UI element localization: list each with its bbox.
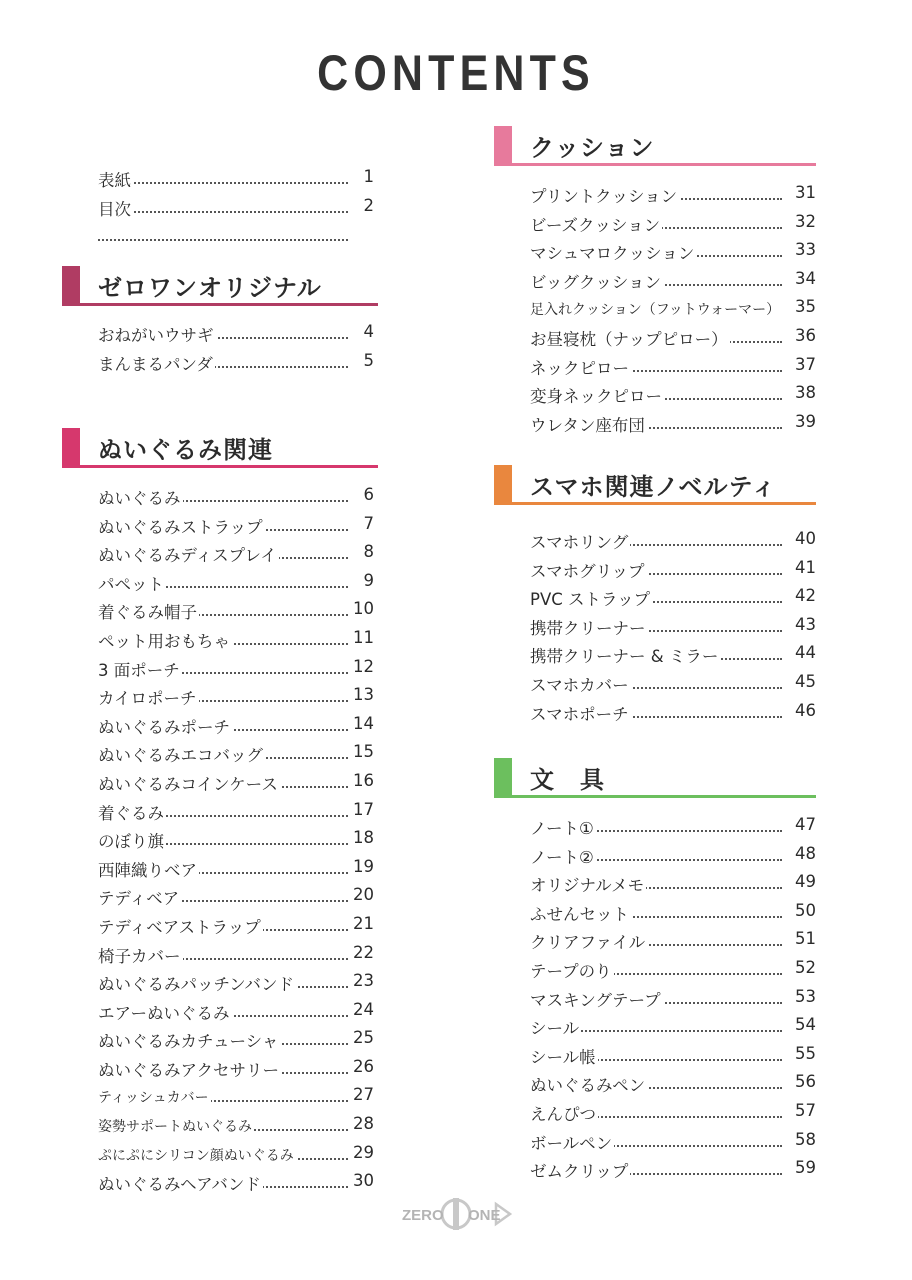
logo-bar: [453, 1198, 459, 1230]
toc-entry-label: スマホグリップ: [530, 558, 647, 582]
zeroone-logo: [396, 1196, 516, 1232]
toc-entry[interactable]: [494, 237, 816, 266]
toc-entry-page: 50: [795, 900, 816, 920]
toc-entry-page: 20: [353, 885, 374, 905]
toc-entry-label: オリジナルメモ: [530, 872, 646, 896]
section-title: クッション: [530, 134, 655, 162]
toc-entry-label: ぬいぐるみコインケース: [98, 771, 280, 795]
toc-entry-label: 西陣織りベア: [98, 857, 199, 881]
toc-entry[interactable]: [62, 511, 378, 540]
toc-leader-dots: [98, 201, 348, 213]
toc-entry-page: 55: [795, 1043, 816, 1063]
toc-entry-page: 34: [795, 268, 816, 288]
toc-entry[interactable]: [494, 180, 816, 209]
section-underline: [494, 502, 816, 505]
toc-entry-page: 40: [795, 529, 816, 548]
section-title: ぬいぐるみ関連: [98, 436, 273, 464]
section-header: [62, 266, 378, 306]
section-stuffed-toys: [62, 428, 378, 1197]
toc-entry-page: 41: [795, 557, 816, 577]
toc-entry-label: パペット: [98, 571, 166, 595]
toc-entry-page: 24: [353, 999, 374, 1019]
toc-entry-label: シール: [530, 1015, 581, 1039]
toc-entry[interactable]: [62, 625, 378, 654]
toc-entry-page: 25: [353, 1028, 374, 1048]
toc-entry-label: 着ぐるみ帽子: [98, 599, 199, 623]
section-header: [494, 758, 816, 798]
toc-entry-page: 17: [353, 799, 374, 819]
toc-entry-label: マシュマロクッション: [530, 240, 696, 264]
logo-text-right: ONE: [468, 1207, 501, 1224]
toc-entry-label: カイロポーチ: [98, 685, 199, 709]
toc-entry-label: 変身ネックピロー: [530, 383, 664, 407]
toc-entry-label: 表紙: [98, 167, 133, 191]
section-stationery: [494, 758, 816, 1184]
toc-entry[interactable]: [494, 898, 816, 927]
toc-entry-page: 23: [353, 971, 374, 991]
section-header: [62, 428, 378, 468]
toc-entry-label: シール帳: [530, 1044, 598, 1068]
toc-entry-label: ぬいぐるみポーチ: [98, 714, 232, 738]
toc-entry-label: ふせんセット: [530, 901, 631, 925]
toc-entry[interactable]: [62, 797, 378, 826]
toc-entry[interactable]: [494, 1155, 816, 1184]
toc-entry-page: 27: [353, 1085, 374, 1105]
toc-entry-label: PVC ストラップ: [530, 586, 652, 610]
section-title: ゼロワンオリジナル: [98, 274, 322, 302]
toc-entry-label: ぬいぐるみ: [98, 485, 183, 509]
toc-entry-page: 33: [795, 240, 816, 260]
section-underline: [62, 465, 378, 468]
toc-entry-label: のぼり旗: [98, 828, 166, 852]
toc-entry-label: ぬいぐるみカチューシャ: [98, 1028, 280, 1052]
toc-entry[interactable]: [62, 825, 378, 854]
toc-entry-page: 47: [795, 815, 816, 834]
toc-entry-label: ノート①: [530, 815, 596, 839]
toc-entry-label: ペット用おもちゃ: [98, 628, 232, 652]
toc-entry-label: マスキングテープ: [530, 987, 663, 1011]
toc-entry-page: 49: [795, 872, 816, 892]
toc-entry-label: エアーぬいぐるみ: [98, 1000, 232, 1024]
toc-entry[interactable]: [62, 654, 378, 683]
toc-entry-page: 22: [353, 942, 374, 962]
section-underline: [494, 163, 816, 166]
toc-entry-page: 59: [795, 1158, 816, 1178]
section-underline: [494, 795, 816, 798]
section-header: [494, 126, 816, 166]
toc-entry[interactable]: [494, 955, 816, 984]
toc-entry[interactable]: [494, 555, 816, 584]
toc-entry-label: ボールペン: [530, 1130, 614, 1154]
toc-entry-label: テディベアストラップ: [98, 914, 263, 938]
section-entries: [62, 319, 378, 376]
section-title: スマホ関連ノベルティ: [530, 473, 777, 501]
toc-entry[interactable]: [62, 739, 378, 768]
section-underline: [62, 303, 378, 306]
toc-entry[interactable]: [62, 221, 378, 250]
toc-entry-page: 52: [795, 957, 816, 977]
toc-entry-label: クリアファイル: [530, 929, 647, 953]
toc-entry-page: 45: [795, 671, 816, 691]
toc-entry-page: 48: [795, 843, 816, 863]
section-color-bar: [494, 758, 512, 798]
toc-entry[interactable]: [494, 209, 816, 238]
toc-entry-page: 8: [363, 542, 374, 562]
toc-entry-label: ぬいぐるみディスプレイ: [98, 542, 279, 566]
toc-entry-label: えんぴつ: [530, 1101, 598, 1125]
toc-entry-page: 39: [795, 411, 816, 431]
toc-entry-page: 28: [353, 1114, 374, 1134]
toc-entry-page: 51: [795, 929, 816, 949]
toc-entry[interactable]: [62, 319, 378, 348]
toc-entry-label: お昼寝枕（ナップピロー）: [530, 326, 730, 350]
toc-entry-label: おねがいウサギ: [98, 322, 216, 346]
toc-entry[interactable]: [62, 882, 378, 911]
toc-entry[interactable]: [494, 1012, 816, 1041]
toc-entry-label: ぬいぐるみパッチンバンド: [98, 971, 296, 995]
toc-entry[interactable]: [494, 380, 816, 409]
toc-entry-page: 15: [353, 742, 374, 762]
toc-entry[interactable]: [494, 1069, 816, 1098]
toc-entry[interactable]: [494, 640, 816, 669]
toc-entry-label: ぬいぐるみペン: [530, 1072, 647, 1096]
toc-entry-label: スマホポーチ: [530, 701, 631, 725]
toc-entry-label: 椅子カバー: [98, 943, 183, 967]
toc-entry-page: 13: [353, 685, 374, 705]
toc-entry[interactable]: [62, 348, 378, 377]
section-color-bar: [62, 266, 80, 306]
toc-entry[interactable]: [62, 1082, 378, 1111]
toc-entry-label: 着ぐるみ: [98, 800, 166, 824]
toc-entry-page: 4: [363, 322, 374, 341]
toc-entry-label: ぬいぐるみアクセサリー: [98, 1057, 281, 1081]
toc-entry-page: 14: [353, 713, 374, 733]
page-title: CONTENTS: [317, 45, 595, 101]
toc-entry-page: 26: [353, 1056, 374, 1076]
toc-entry-page: 18: [353, 828, 374, 848]
toc-entry[interactable]: [62, 711, 378, 740]
toc-entry[interactable]: [62, 1025, 378, 1054]
toc-entry-label: まんまるパンダ: [98, 351, 215, 375]
intro-entries: [62, 164, 378, 250]
section-entries: [494, 180, 816, 437]
toc-entry[interactable]: [494, 526, 816, 555]
toc-entry-label: ぷにぷにシリコン顔ぬいぐるみ: [98, 1145, 296, 1165]
toc-entry-label: ぬいぐるみヘアバンド: [98, 1171, 263, 1195]
toc-entry-page: 2: [363, 195, 374, 215]
toc-leader-dots: [98, 172, 348, 184]
toc-entry[interactable]: [62, 854, 378, 883]
toc-entry-page: 46: [795, 700, 816, 720]
toc-entry[interactable]: [494, 1041, 816, 1070]
toc-entry[interactable]: [62, 568, 378, 597]
toc-entry-label: 足入れクッション（フットウォーマー）: [530, 299, 782, 319]
toc-entry[interactable]: [62, 596, 378, 625]
toc-entry-page: 35: [795, 297, 816, 317]
toc-entry-page: 19: [353, 856, 374, 876]
toc-entry-page: 57: [795, 1100, 816, 1120]
toc-entry-page: 43: [795, 614, 816, 634]
toc-entry-page: 37: [795, 354, 816, 374]
toc-entry[interactable]: [494, 698, 816, 727]
toc-entry-page: 42: [795, 586, 816, 606]
toc-entry[interactable]: [62, 911, 378, 940]
section-entries: [62, 482, 378, 1197]
toc-entry-page: 54: [795, 1015, 816, 1035]
toc-entry[interactable]: [494, 612, 816, 641]
toc-entry[interactable]: [62, 968, 378, 997]
toc-entry[interactable]: [494, 294, 816, 323]
toc-entry-page: 30: [353, 1171, 374, 1191]
toc-entry-label: スマホカバー: [530, 672, 631, 696]
toc-entry-label: テディベア: [98, 885, 181, 909]
toc-entry-label: ビーズクッション: [530, 212, 662, 236]
toc-entry-page: 58: [795, 1129, 816, 1149]
toc-entry-label: プリントクッション: [530, 183, 679, 207]
toc-entry-label: テープのり: [530, 958, 614, 982]
toc-leader-dots: [98, 229, 348, 241]
toc-entry-page: 29: [353, 1142, 374, 1162]
toc-entry[interactable]: [62, 768, 378, 797]
toc-entry-page: 36: [795, 325, 816, 345]
toc-entry-page: 32: [795, 211, 816, 231]
toc-entry[interactable]: [62, 940, 378, 969]
section-entries: [494, 526, 816, 726]
section-color-bar: [494, 465, 512, 505]
toc-entry-page: 53: [795, 986, 816, 1006]
section-header: [494, 465, 816, 505]
section-title: 文 具: [530, 766, 605, 794]
toc-entry-page: 10: [353, 599, 374, 619]
section-color-bar: [494, 126, 512, 166]
toc-entry-page: 11: [353, 627, 374, 647]
toc-entry-label: ネックピロー: [530, 355, 631, 379]
toc-entry-page: 16: [353, 770, 374, 790]
toc-entry[interactable]: [494, 352, 816, 381]
toc-entry-label: ビッグクッション: [530, 269, 663, 293]
toc-entry-label: ゼムクリップ: [530, 1158, 630, 1182]
toc-entry[interactable]: [494, 812, 816, 841]
toc-entry[interactable]: [494, 841, 816, 870]
toc-entry[interactable]: [494, 869, 816, 898]
toc-entry-label: ウレタン座布団: [530, 412, 647, 436]
section-zeroone-original: [62, 266, 378, 376]
toc-entry[interactable]: [62, 539, 378, 568]
toc-entry[interactable]: [494, 266, 816, 295]
logo-text-left: ZERO: [402, 1207, 444, 1224]
toc-entry[interactable]: [494, 926, 816, 955]
toc-entry[interactable]: [62, 482, 378, 511]
toc-entry-page: 9: [363, 570, 374, 590]
toc-entry-page: 31: [795, 183, 816, 202]
toc-entry-page: 12: [353, 656, 374, 676]
section-cushion: [494, 126, 816, 437]
toc-entry-page: 6: [363, 485, 374, 504]
toc-entry[interactable]: [494, 984, 816, 1013]
toc-entry-page: 7: [363, 513, 374, 533]
toc-entry-label: スマホリング: [530, 529, 630, 553]
section-entries: [494, 812, 816, 1184]
toc-entry[interactable]: [62, 682, 378, 711]
toc-entry[interactable]: [62, 1054, 378, 1083]
toc-entry-page: 1: [363, 167, 374, 186]
toc-entry[interactable]: [494, 669, 816, 698]
toc-entry-page: 38: [795, 383, 816, 403]
toc-entry-label: 携帯クリーナー & ミラー: [530, 643, 720, 667]
toc-entry[interactable]: [494, 583, 816, 612]
section-smartphone-novelty: [494, 465, 816, 726]
toc-entry-label: 3 面ポーチ: [98, 657, 182, 681]
toc-entry-page: 21: [353, 913, 374, 933]
toc-entry-page: 56: [795, 1072, 816, 1092]
toc-entry-label: 携帯クリーナー: [530, 615, 648, 639]
toc-entry-label: ぬいぐるみエコバッグ: [98, 742, 265, 766]
toc-entry[interactable]: [494, 409, 816, 438]
toc-entry[interactable]: [62, 193, 378, 222]
toc-entry[interactable]: [62, 164, 378, 193]
toc-entry-label: ノート②: [530, 844, 596, 868]
toc-entry[interactable]: [62, 1111, 378, 1140]
toc-entry[interactable]: [494, 323, 816, 352]
toc-entry[interactable]: [62, 997, 378, 1026]
toc-entry-page: 44: [795, 643, 816, 663]
toc-entry-label: 目次: [98, 196, 133, 220]
toc-entry-page: 5: [363, 350, 374, 370]
toc-entry-label: 姿勢サポートぬいぐるみ: [98, 1116, 254, 1136]
intro-section: [62, 164, 378, 250]
toc-entry[interactable]: [494, 1098, 816, 1127]
toc-entry[interactable]: [494, 1127, 816, 1156]
toc-entry-label: ぬいぐるみストラップ: [98, 514, 265, 538]
toc-entry[interactable]: [62, 1140, 378, 1169]
toc-entry[interactable]: [62, 1168, 378, 1197]
toc-entry-label: ティッシュカバー: [98, 1087, 211, 1107]
section-color-bar: [62, 428, 80, 468]
